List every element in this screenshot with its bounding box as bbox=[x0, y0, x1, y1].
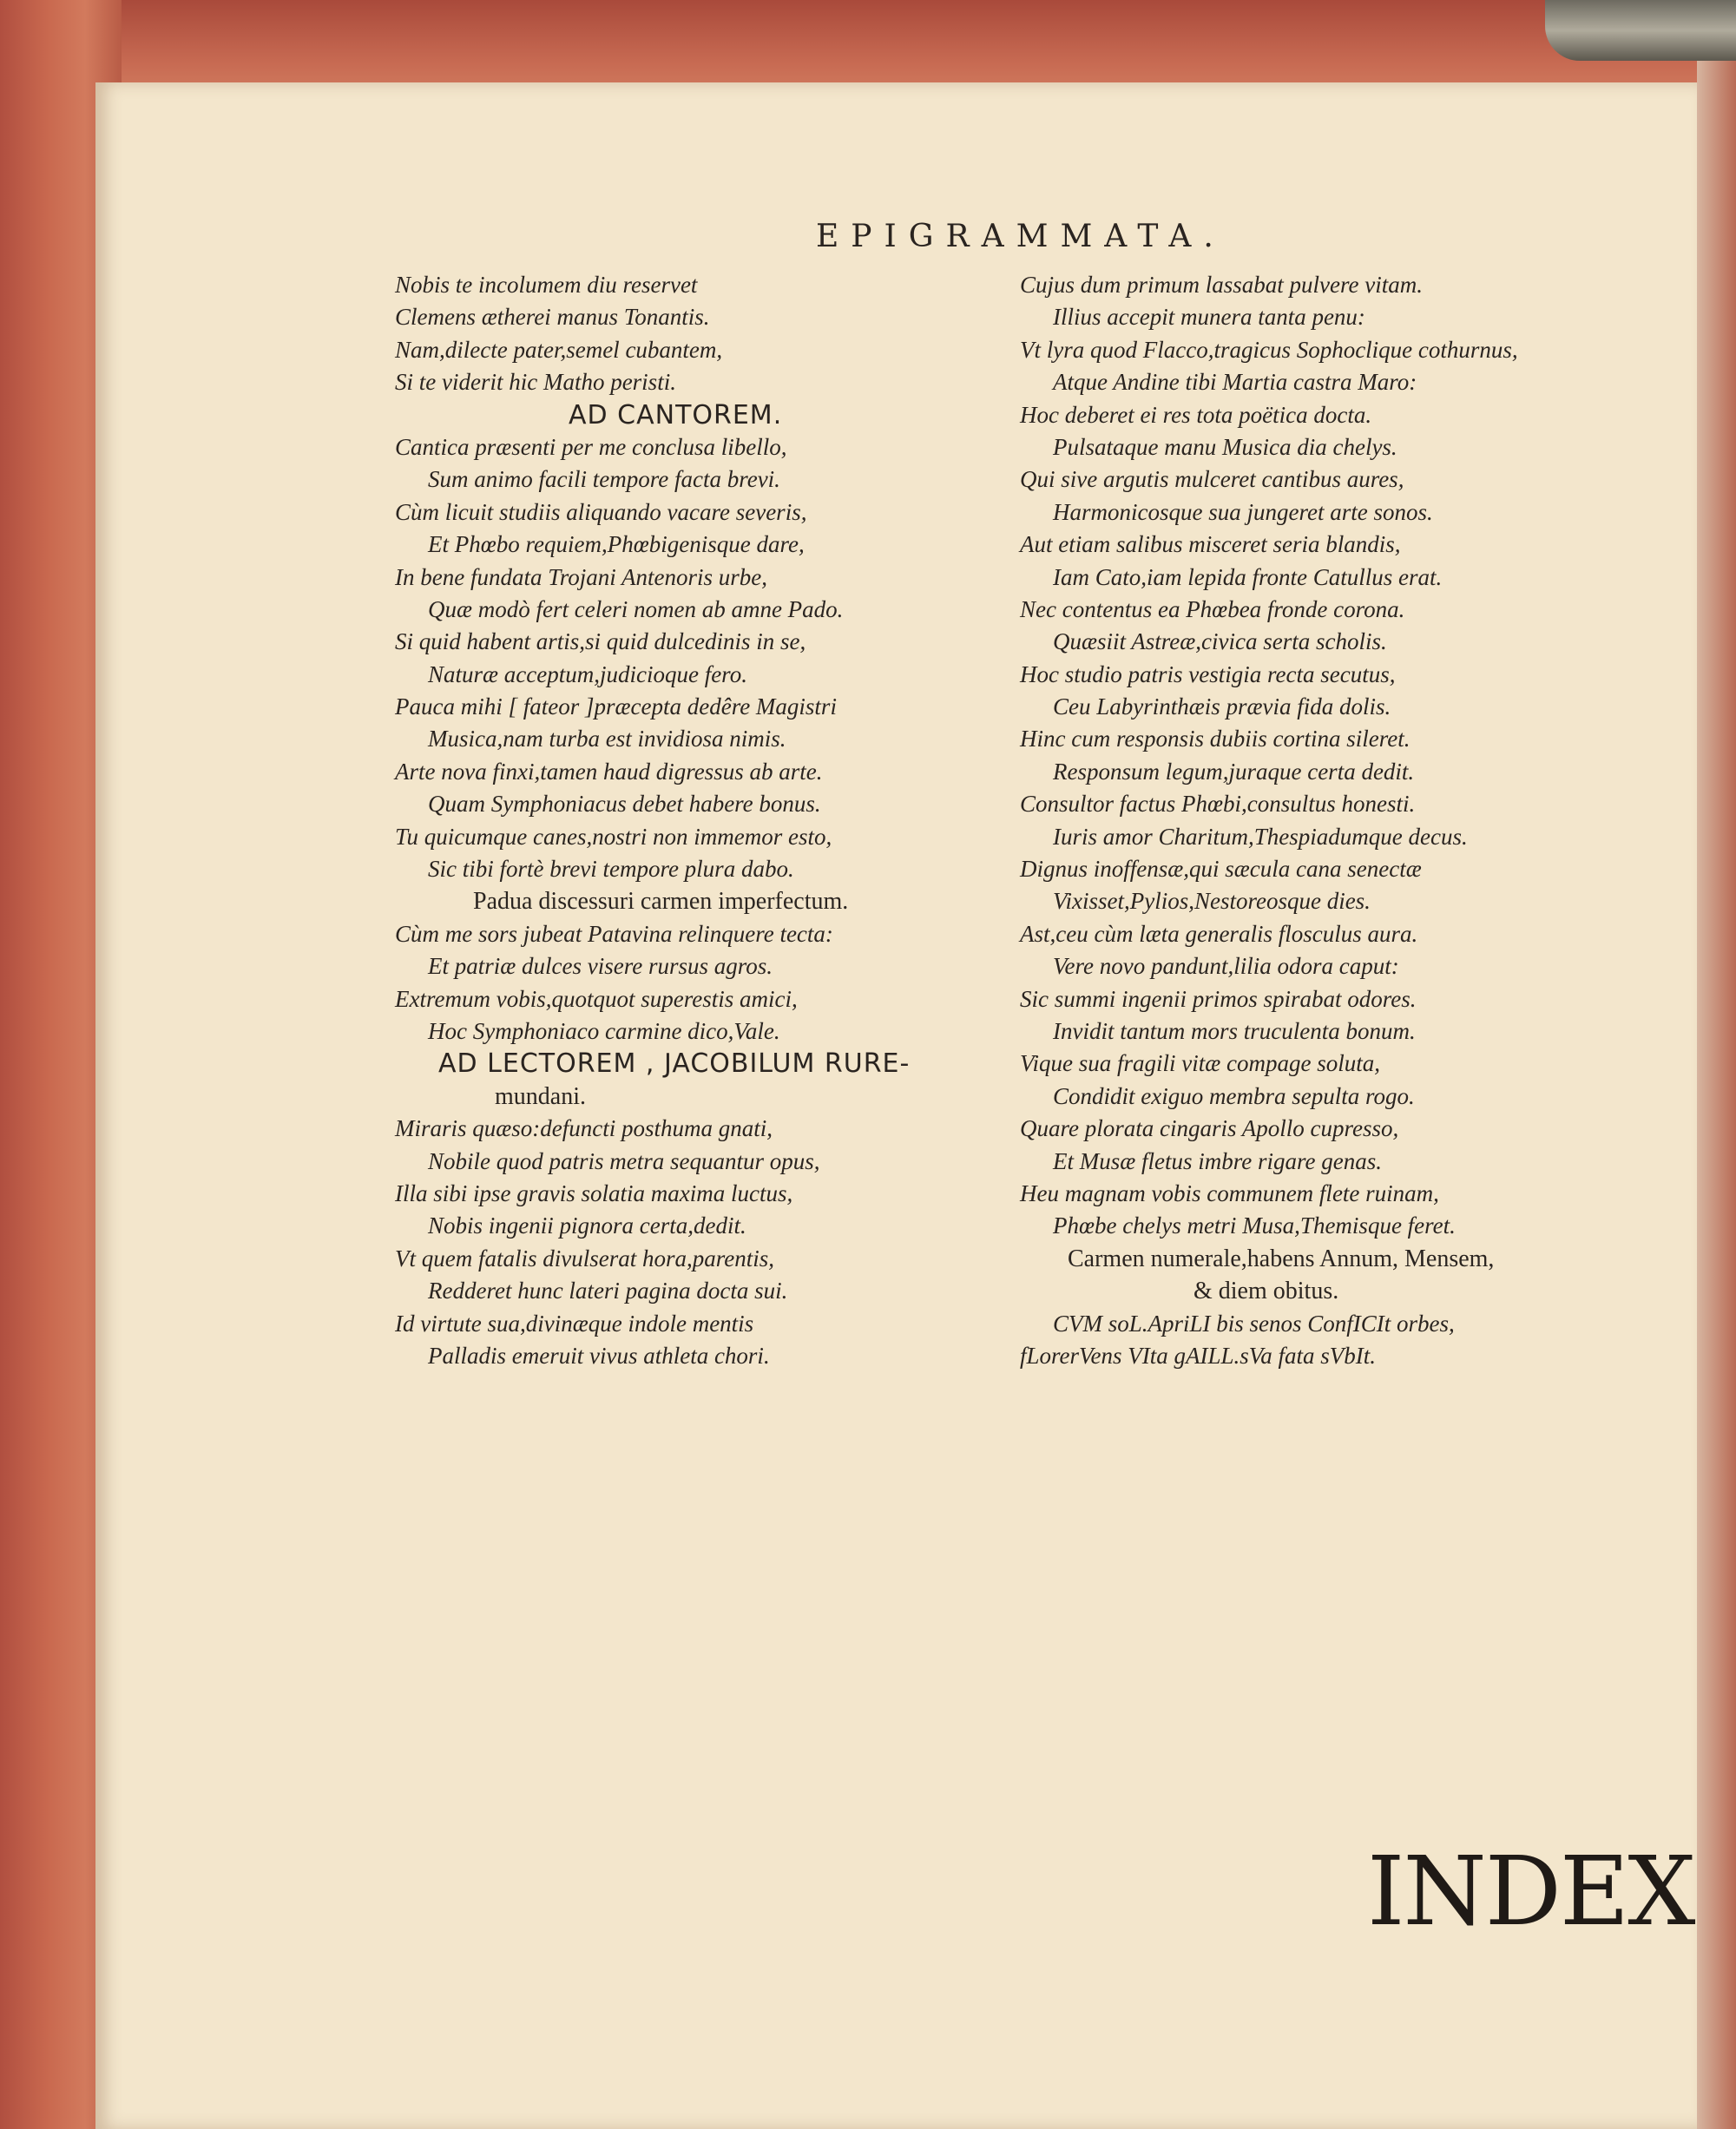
verse-line: Aut etiam salibus misceret seria blandis, bbox=[1020, 531, 1401, 558]
verse-line: Illius accepit munera tanta penu: bbox=[1053, 304, 1365, 331]
verse-line: Padua discessuri carmen imperfectum. bbox=[473, 888, 849, 916]
verse-line: Pauca mihi [ fateor ]præcepta dedêre Magistri bbox=[395, 693, 837, 720]
verse-line: Sic tibi fortè brevi tempore plura dabo. bbox=[428, 856, 794, 883]
verse-line: Qui sive argutis mulceret cantibus aures, bbox=[1020, 466, 1404, 493]
book-clasp bbox=[1545, 0, 1736, 61]
verse-line: Extremum vobis,quotquot superestis amici, bbox=[395, 985, 798, 1012]
verse-line: Quæsiit Astreæ,civica serta scholis. bbox=[1053, 628, 1387, 655]
verse-line: Carmen numerale,habens Annum, Mensem, bbox=[1068, 1245, 1495, 1272]
verse-line: Et patriæ dulces visere rursus agros. bbox=[428, 953, 773, 980]
verse-line: Cujus dum primum lassabat pulvere vitam. bbox=[1020, 272, 1423, 298]
verse-line: Pulsataque manu Musica dia chelys. bbox=[1053, 433, 1397, 460]
verse-line: Et Musæ fletus imbre rigare genas. bbox=[1053, 1147, 1382, 1174]
verse-line: Atque Andine tibi Martia castra Maro: bbox=[1053, 369, 1417, 396]
verse-line: Quæ modò fert celeri nomen ab amne Pado. bbox=[428, 595, 844, 622]
verse-line: Cùm licuit studiis aliquando vacare severis, bbox=[395, 498, 807, 525]
verse-line: Redderet hunc lateri pagina docta sui. bbox=[428, 1278, 788, 1304]
verse-line: Invidit tantum mors truculenta bonum. bbox=[1053, 1017, 1416, 1044]
verse-line: In bene fundata Trojani Antenoris urbe, bbox=[395, 563, 767, 590]
verse-line: Musica,nam turba est invidiosa nimis. bbox=[428, 726, 786, 752]
verse-line: Cùm me sors jubeat Patavina relinquere tecta: bbox=[395, 920, 833, 947]
verse-line: & diem obitus. bbox=[1194, 1278, 1339, 1305]
verse-line: Nobile quod patris metra sequantur opus, bbox=[428, 1147, 820, 1174]
verse-line: Dignus inoffensæ,qui sæcula cana senectæ bbox=[1020, 856, 1422, 883]
verse-line: Phœbe chelys metri Musa,Themisque feret. bbox=[1053, 1212, 1456, 1239]
verse-line: Vt quem fatalis divulserat hora,parentis, bbox=[395, 1245, 774, 1271]
verse-line: Palladis emeruit vivus athleta chori. bbox=[428, 1342, 770, 1369]
verse-line: Nec contentus ea Phœbea fronde corona. bbox=[1020, 595, 1405, 622]
right-column bbox=[1020, 269, 1680, 1372]
verse-line: AD LECTOREM , JACOBILUM RURE- bbox=[438, 1048, 911, 1080]
verse-line: Responsum legum,juraque certa dedit. bbox=[1053, 758, 1415, 785]
verse-line: Vere novo pandunt,lilia odora caput: bbox=[1053, 953, 1399, 980]
verse-line: Quam Symphoniacus debet habere bonus. bbox=[428, 791, 821, 818]
verse-line: Iuris amor Charitum,Thespiadumque decus. bbox=[1053, 823, 1468, 850]
verse-line: Si quid habent artis,si quid dulcedinis in se, bbox=[395, 628, 806, 655]
verse-line: Tu quicumque canes,nostri non immemor esto, bbox=[395, 823, 832, 850]
verse-line: Nobis te incolumem diu reservet bbox=[395, 272, 698, 298]
verse-line: Heu magnam vobis communem flete ruinam, bbox=[1020, 1179, 1439, 1206]
verse-line: AD CANTOREM. bbox=[569, 399, 783, 430]
verse-line: Vt lyra quod Flacco,tragicus Sophoclique cothurnus, bbox=[1020, 336, 1518, 363]
verse-line: Et Phœbo requiem,Phœbigenisque dare, bbox=[428, 531, 805, 558]
verse-line: Miraris quæso:defuncti posthuma gnati, bbox=[395, 1115, 773, 1142]
verse-line: fLorerVens VIta gAILL.sVa fata sVbIt. bbox=[1020, 1342, 1377, 1369]
verse-line: Hoc Symphoniaco carmine dico,Vale. bbox=[428, 1017, 780, 1044]
verse-line: Nam,dilecte pater,semel cubantem, bbox=[395, 336, 723, 363]
verse-line: Hoc deberet ei res tota poëtica docta. bbox=[1020, 401, 1372, 428]
verse-line: Vixisset,Pylios,Nestoreosque dies. bbox=[1053, 888, 1371, 915]
verse-line: Nobis ingenii pignora certa,dedit. bbox=[428, 1212, 746, 1239]
verse-line: Sum animo facili tempore facta brevi. bbox=[428, 466, 780, 493]
verse-line: Quare plorata cingaris Apollo cupresso, bbox=[1020, 1115, 1399, 1142]
verse-line: CVM soL.ApriLI bis senos ConfICIt orbes, bbox=[1053, 1310, 1455, 1337]
running-head: EPIGRAMMATA. bbox=[816, 219, 1226, 254]
catchword: INDEX bbox=[1367, 1836, 1694, 1947]
verse-line: Consultor factus Phœbi,consultus honesti. bbox=[1020, 791, 1416, 818]
verse-line: Condidit exiguo membra sepulta rogo. bbox=[1053, 1082, 1415, 1109]
verse-line: Hoc studio patris vestigia recta secutus, bbox=[1020, 660, 1396, 687]
verse-line: Si te viderit hic Matho peristi. bbox=[395, 369, 676, 396]
verse-line: Hinc cum responsis dubiis cortina sileret. bbox=[1020, 726, 1410, 752]
verse-line: Sic summi ingenii primos spirabat odores. bbox=[1020, 985, 1417, 1012]
verse-line: Clemens ætherei manus Tonantis. bbox=[395, 304, 710, 331]
verse-line: Arte nova finxi,tamen haud digressus ab arte. bbox=[395, 758, 823, 785]
verse-line: Cantica præsenti per me conclusa libello, bbox=[395, 433, 787, 460]
verse-line: Ast,ceu cùm læta generalis flosculus aura. bbox=[1020, 920, 1418, 947]
verse-line: Id virtute sua,divinæque indole mentis bbox=[395, 1310, 754, 1337]
verse-line: Vique sua fragili vitæ compage soluta, bbox=[1020, 1050, 1380, 1077]
verse-line: Illa sibi ipse gravis solatia maxima luctus, bbox=[395, 1179, 793, 1206]
verse-line: mundani. bbox=[495, 1082, 586, 1110]
book-right-edge bbox=[1697, 0, 1736, 2129]
verse-line: Naturæ acceptum,judicioque fero. bbox=[428, 660, 747, 687]
verse-line: Harmonicosque sua jungeret arte sonos. bbox=[1053, 498, 1433, 525]
verse-line: Ceu Labyrinthæis prævia fida dolis. bbox=[1053, 693, 1391, 720]
verse-line: Iam Cato,iam lepida fronte Catullus erat. bbox=[1053, 563, 1443, 590]
left-column bbox=[395, 269, 1055, 1372]
